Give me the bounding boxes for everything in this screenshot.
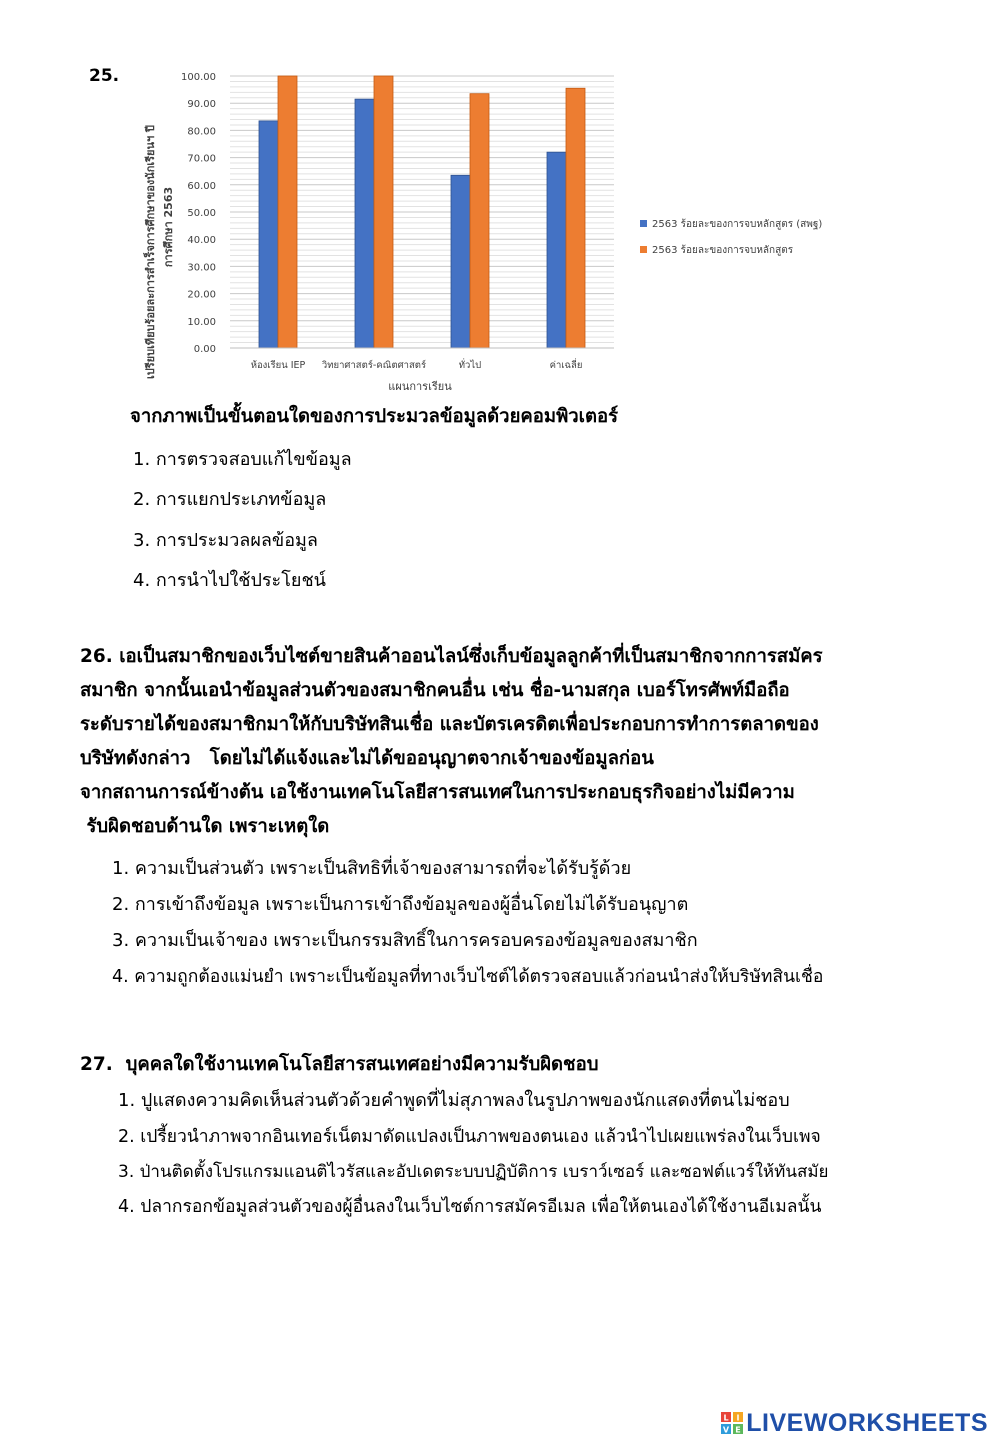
- chart-y-tick-label: 30.00: [187, 262, 216, 274]
- question-26-line-4: บริษัทดังกล่าว โดยไม่ได้แจ้งและไม่ได้ขออนุญาตจากเจ้าของข้อมูลก่อน: [80, 748, 654, 769]
- chart-y-tick-label: 100.00: [181, 72, 216, 83]
- chart-x-tick-label: ค่าเฉลี่ย: [549, 360, 583, 371]
- svg-text:V: V: [723, 1425, 730, 1434]
- legend-swatch-series-2: [640, 246, 647, 253]
- chart-legend: [640, 218, 822, 256]
- q27-option-3[interactable]: 3. ป่านติดตั้งโปรแกรมแอนติไวรัสและอัปเดตระบบปฏิบัติการ เบราว์เซอร์ และซอฟต์แวร์ให้ทันสมัย: [118, 1162, 829, 1182]
- chart-y-tick-label: 90.00: [187, 99, 216, 111]
- chart-bar: [278, 76, 297, 348]
- liveworksheets-logo-mark-icon: [721, 1412, 743, 1434]
- chart-bar: [547, 152, 566, 348]
- chart-y-tick-label: 20.00: [187, 289, 216, 301]
- chart-bar: [374, 76, 393, 348]
- svg-text:L: L: [723, 1413, 729, 1423]
- q26-option-2[interactable]: 2. การเข้าถึงข้อมูล เพราะเป็นการเข้าถึงข้อมูลของผู้อื่นโดยไม่ได้รับอนุญาต: [112, 894, 689, 915]
- chart-bar: [451, 175, 470, 348]
- q27-option-1[interactable]: 1. ปูแสดงความคิดเห็นส่วนตัวด้วยคำพูดที่ไม่สุภาพลงในรูปภาพของนักแสดงที่ตนไม่ชอบ: [118, 1090, 790, 1111]
- chart-bar: [355, 99, 374, 348]
- q27-option-4[interactable]: 4. ปลากรอกข้อมูลส่วนตัวของผู้อื่นลงในเว็บไซต์การสมัครอีเมล เพื่อให้ตนเองได้ใช้งานอีเมลนั้น: [118, 1197, 822, 1217]
- svg-text:E: E: [735, 1425, 741, 1434]
- legend-label-series-1: 2563 ร้อยละของการจบหลักสูตร (สพฐ): [652, 219, 823, 230]
- question-27-number: 27.: [80, 1054, 113, 1075]
- chart-y-tick-label: 0.00: [193, 344, 216, 355]
- q27-option-2[interactable]: 2. เปรี้ยวนำภาพจากอินเทอร์เน็ตมาดัดแปลงเป็นภาพของตนเอง แล้วนำไปเผยแพร่ลงในเว็บเพจ: [118, 1127, 821, 1147]
- question-26-line-2: สมาชิก จากนั้นเอนำข้อมูลส่วนตัวของสมาชิกคนอื่น เช่น ชื่อ-นามสกุล เบอร์โทรศัพท์มือถือ: [80, 680, 790, 701]
- question-25-number: 25.: [89, 66, 120, 86]
- question-26-line-3: ระดับรายได้ของสมาชิกมาให้กับบริษัทสินเชื่อ และบัตรเครดิตเพื่อประกอบการทำการตลาดของ: [80, 714, 819, 735]
- liveworksheets-logo[interactable]: [721, 1410, 988, 1436]
- chart-x-tick-label: ห้องเรียน IEP: [250, 360, 306, 371]
- q26-option-3[interactable]: 3. ความเป็นเจ้าของ เพราะเป็นกรรมสิทธิ์ในการครอบครองข้อมูลของสมาชิก: [112, 930, 698, 951]
- svg-text:I: I: [736, 1413, 740, 1423]
- chart-y-tick-label: 10.00: [187, 316, 216, 328]
- q25-option-3[interactable]: 3. การประมวลผลข้อมูล: [133, 530, 318, 551]
- chart-y-ticks: [181, 72, 216, 355]
- chart-y-tick-label: 70.00: [187, 153, 216, 165]
- q25-option-1[interactable]: 1. การตรวจสอบแก้ไขข้อมูล: [133, 449, 352, 470]
- graduation-bar-chart: [130, 62, 830, 402]
- chart-bar: [566, 88, 585, 348]
- chart-x-axis-label: แผนการเรียน: [388, 380, 452, 393]
- chart-y-axis-label-line2: การศึกษา 2563: [162, 186, 175, 268]
- question-25-prompt: จากภาพเป็นขั้นตอนใดของการประมวลข้อมูลด้วยคอมพิวเตอร์: [130, 406, 619, 427]
- chart-x-ticks: [251, 358, 583, 371]
- question-26-line-1: เอเป็นสมาชิกของเว็บไซต์ขายสินค้าออนไลน์ซึ่งเก็บข้อมูลลูกค้าที่เป็นสมาชิกจากการสมัคร: [119, 646, 823, 667]
- chart-bar: [259, 121, 278, 348]
- q26-option-4[interactable]: 4. ความถูกต้องแม่นยำ เพราะเป็นข้อมูลที่ทางเว็บไซต์ได้ตรวจสอบแล้วก่อนนำส่งให้บริษัทสินเชื่อ: [112, 967, 824, 987]
- chart-x-tick-label: ทั่วไป: [458, 360, 482, 371]
- chart-y-axis-label-line1: เปรียบเทียบร้อยละการสำเร็จการศึกษาของนักเรียนฯ ปี: [144, 125, 157, 379]
- q26-option-1[interactable]: 1. ความเป็นส่วนตัว เพราะเป็นสิทธิที่เจ้าของสามารถที่จะได้รับรู้ด้วย: [112, 858, 632, 879]
- legend-label-series-2: 2563 ร้อยละของการจบหลักสูตร: [652, 245, 794, 256]
- question-27-stem: [80, 1048, 598, 1082]
- legend-swatch-series-1: [640, 220, 647, 227]
- liveworksheets-logo-text: LIVEWORKSHEETS: [746, 1408, 988, 1437]
- chart-x-tick-label: วิทยาศาสตร์-คณิตศาสตร์: [321, 360, 427, 371]
- q25-option-2[interactable]: 2. การแยกประเภทข้อมูล: [133, 489, 327, 510]
- question-26-line-5: จากสถานการณ์ข้างต้น เอใช้งานเทคโนโลยีสารสนเทศในการประกอบธุรกิจอย่างไม่มีความ: [80, 782, 795, 803]
- question-27-prompt: บุคคลใดใช้งานเทคโนโลยีสารสนเทศอย่างมีความรับผิดชอบ: [125, 1054, 599, 1075]
- q25-option-4[interactable]: 4. การนำไปใช้ประโยชน์: [133, 570, 326, 591]
- chart-y-tick-label: 80.00: [187, 126, 216, 138]
- chart-bar: [470, 94, 489, 348]
- question-26-line-6: รับผิดชอบด้านใด เพราะเหตุใด: [80, 816, 330, 837]
- chart-y-tick-label: 60.00: [187, 180, 216, 192]
- chart-y-tick-label: 50.00: [187, 208, 216, 219]
- question-26-number: 26.: [80, 646, 113, 667]
- chart-y-tick-label: 40.00: [187, 235, 216, 247]
- question-26-stem: [80, 640, 960, 844]
